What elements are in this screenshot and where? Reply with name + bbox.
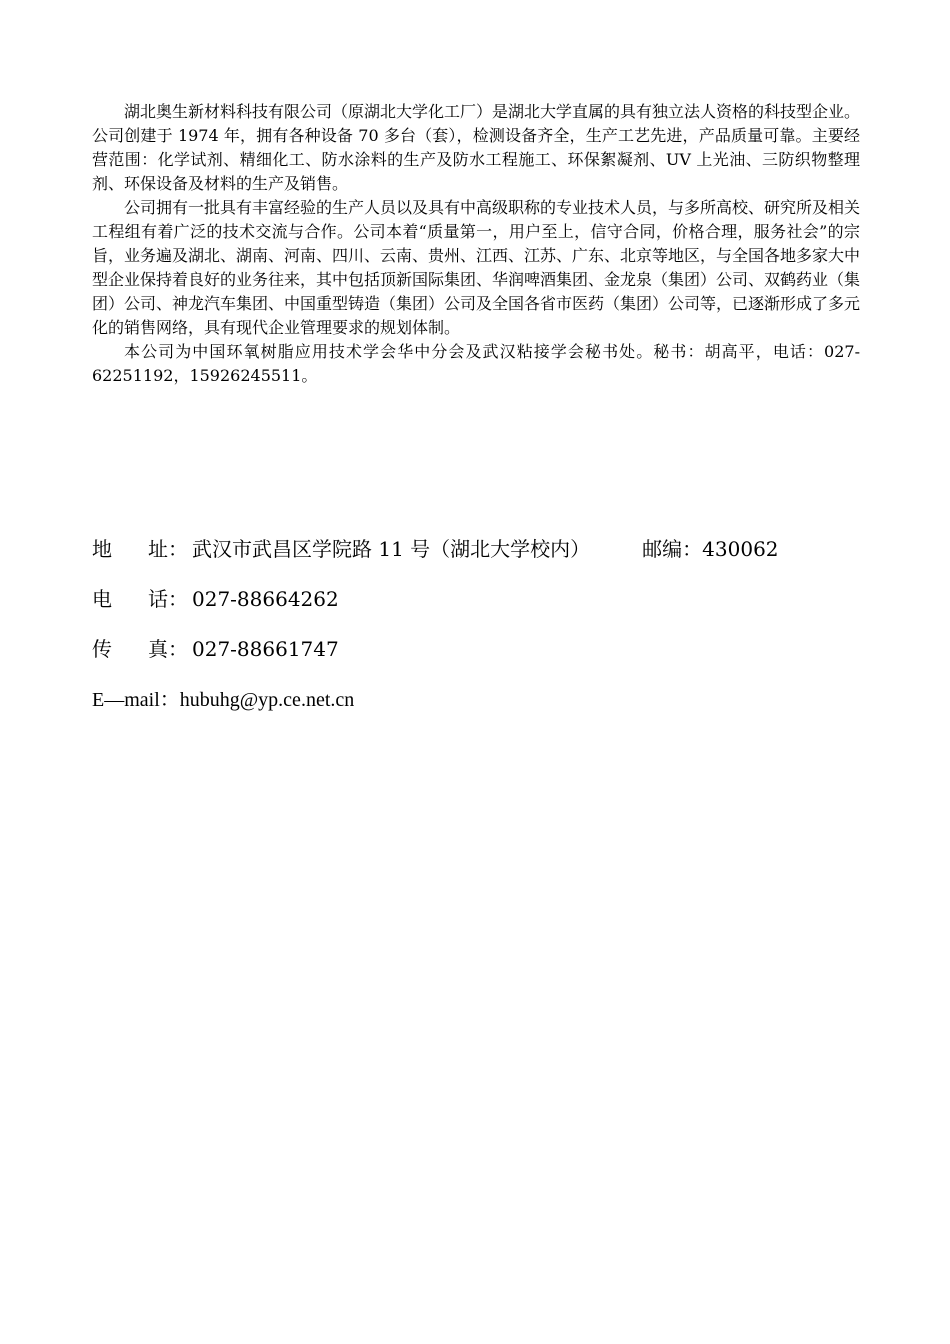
phone-label: 电 话： — [92, 587, 188, 611]
phone-line — [92, 585, 860, 635]
intro-paragraph-1: 湖北奥生新材料科技有限公司（原湖北大学化工厂）是湖北大学直属的具有独立法人资格的科技型企业。公司创建于 1974 年，拥有各种设备 70 多台（套），检测设备齐全，生产工艺先进，产品质量可靠。主要经营范围：化学试剂、精细化工、防水涂料的生产及防水工程施工、环保絮凝剂、UV 上光油、三防织物整理剂、环保设备及材料的生产及销售。 — [92, 102, 861, 193]
intro-paragraph-3: 本公司为中国环氧树脂应用技术学会华中分会及武汉粘接学会秘书处。秘书：胡高平，电话：027-62251192，15926245511。 — [92, 342, 860, 385]
fax-label: 传 真： — [92, 637, 188, 661]
address-line — [92, 535, 860, 585]
email-line — [92, 685, 860, 735]
email-value[interactable]: hubuhg@yp.ce.net.cn — [179, 689, 355, 711]
company-introduction — [92, 100, 860, 388]
fax-value: 027-88661747 — [192, 637, 339, 661]
phone-value: 027-88664262 — [192, 587, 339, 611]
postcode — [642, 535, 778, 563]
address-label: 地 址： — [92, 537, 188, 561]
email-label: E—mail： — [92, 689, 180, 711]
postcode-value: 430062 — [702, 537, 779, 561]
address-value: 武汉市武昌区学院路 11 号（湖北大学校内） — [192, 537, 591, 561]
postcode-label: 邮编： — [642, 537, 703, 561]
contact-block — [92, 535, 860, 735]
fax-line — [92, 635, 860, 685]
intro-paragraph-2: 公司拥有一批具有丰富经验的生产人员以及具有中高级职称的专业技术人员，与多所高校、研究所及相关工程组有着广泛的技术交流与合作。公司本着“质量第一，用户至上，信守合同，价格合理，服务社会”的宗旨，业务遍及湖北、湖南、河南、四川、云南、贵州、江西、江苏、广东、北京等地区，与全国各地多家大中型企业保持着良好的业务往来，其中包括顶新国际集团、华润啤酒集团、金龙泉（集团）公司、双鹤药业（集团）公司、神龙汽车集团、中国重型铸造（集团）公司及全国各省市医药（集团）公司等，已逐渐形成了多元化的销售网络，具有现代企业管理要求的规划体制。 — [92, 198, 861, 337]
